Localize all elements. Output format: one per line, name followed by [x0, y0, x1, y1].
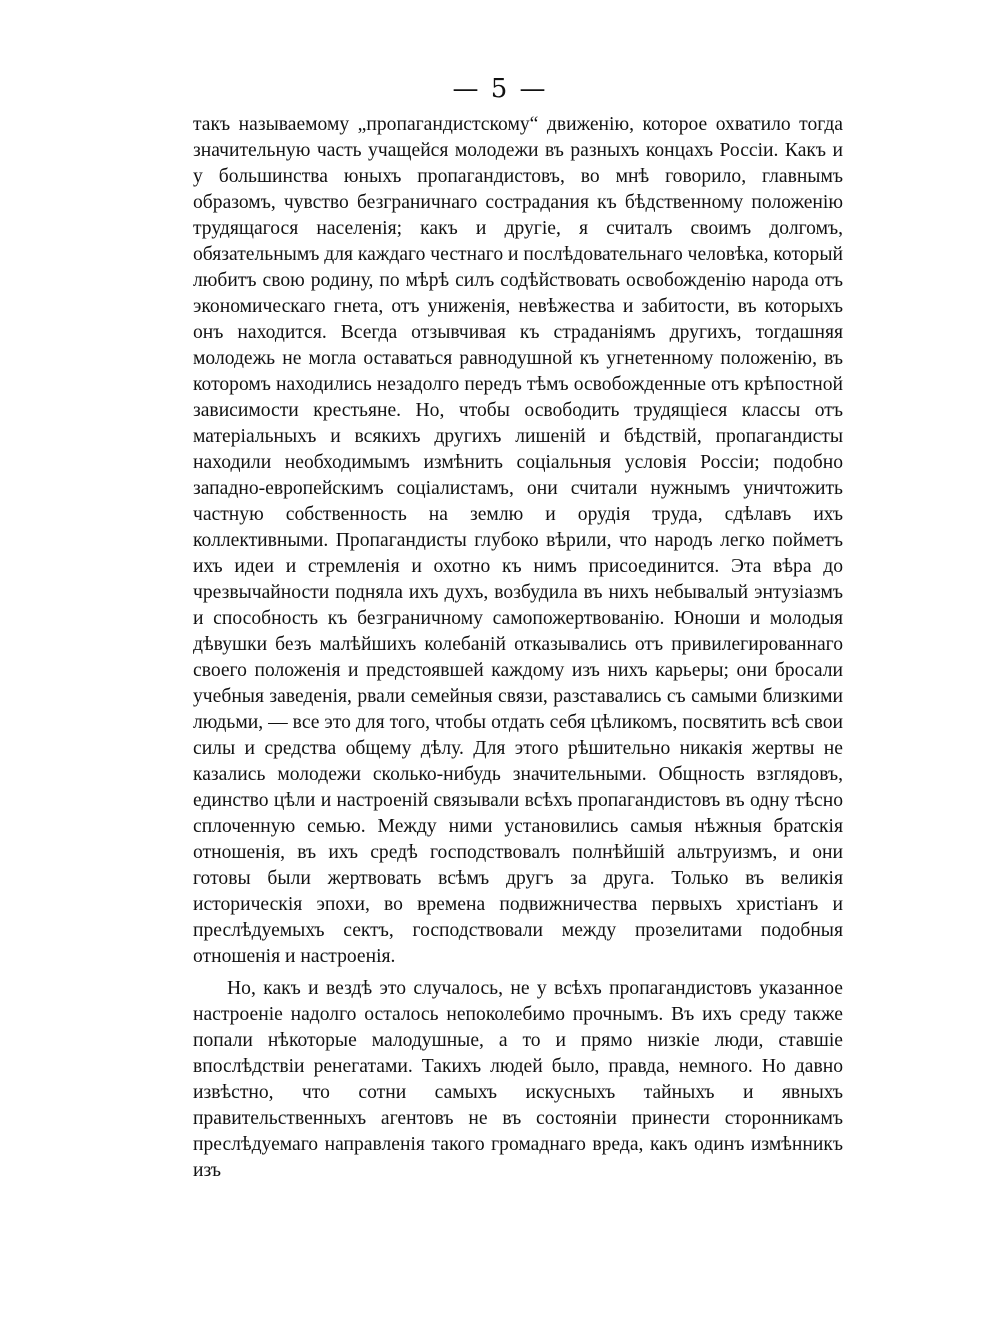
- body-text: [193, 112, 843, 1184]
- page-number: — 5 —: [452, 74, 548, 104]
- paragraph-2: Но, какъ и вездѣ это случалось, не у всѣхъ пропагандистовъ указанное настроеніе надолго осталось непоколебимо прочнымъ. Въ ихъ среду также попали нѣкоторые малодушные, а то и прямо низкіе люди, ставшіе впослѣдствіи ренегатами. Такихъ людей было, правда, немного. Но давно извѣстно, что сотни самыхъ искусныхъ тайныхъ и явныхъ правительственныхъ агентовъ не въ состояніи принести сторонникамъ преслѣдуемаго направленія такого громаднаго вреда, какъ одинъ измѣнникъ изъ: [193, 978, 843, 1181]
- paragraph-1: такъ называемому „пропагандистскому“ движенію, которое охватило тогда значительную часть учащейся молодежи въ разныхъ концахъ Россіи. Какъ и у большинства юныхъ пропагандистовъ, во мнѣ говорило, главнымъ образомъ, чувство безграничнаго сострадания къ бѣдственному положенію трудящагося населенія; какъ и другіе, я считалъ своимъ долгомъ, обязательнымъ для каждаго честнаго и послѣдовательнаго человѣка, который любитъ свою родину, по мѣрѣ силъ содѣйствовать освобожденію народа отъ экономическаго гнета, отъ униженія, невѣжества и забитости, въ которыхъ онъ находится. Всегда отзывчивая къ страданіямъ другихъ, тогдашняя молодежь не могла оставаться равнодушной къ угнетенному положенію, въ которомъ находились незадолго передъ тѣмъ освобожденные отъ крѣпостной зависимости крестьяне. Но, чтобы освободить трудящіеся классы отъ матеріальныхъ и всякихъ другихъ лишеній и бѣдствій, пропагандисты находили необходимымъ измѣнить соціальныя условія Россіи; подобно западно-европейскимъ соціалистамъ, они считали нужнымъ уничтожить частную собственность на землю и орудія труда, сдѣлавъ ихъ коллективными. Пропагандисты глубоко вѣрили, что народъ легко пойметъ ихъ идеи и стремленія и охотно къ нимъ присоединится. Эта вѣра до чрезвычайности подняла ихъ духъ, возбудила въ нихъ небывалый энтузіазмъ и способность къ безграничному самопожертвованію. Юноши и молодыя дѣвушки безъ малѣйшихъ колебаній отказывались отъ привилегированнаго своего положенія и предстоявшей каждому изъ нихъ карьеры; они бросали учебныя заведенія, рвали семейныя связи, разставались съ самыми близкими людьми, — все это для того, чтобы отдать себя цѣликомъ, посвятить всѣ свои силы и средства общему дѣлу. Для этого рѣшительно никакія жертвы не казались молодежи сколько-нибудь значительными. Общность взглядовъ, единство цѣли и настроеній связывали всѣхъ пропагандистовъ въ одну тѣсно сплоченную семью. Между ними установились самыя нѣжныя братскія отношенія, въ ихъ средѣ господствовалъ полнѣйшій альтруизмъ, и они готовы были жертвовать всѣмъ другъ за друга. Только въ великія историческія эпохи, во времена подвижничества первыхъ христіанъ и преслѣдуемыхъ сектъ, господствовали между прозелитами подобныя отношенія и настроенія.: [193, 114, 843, 967]
